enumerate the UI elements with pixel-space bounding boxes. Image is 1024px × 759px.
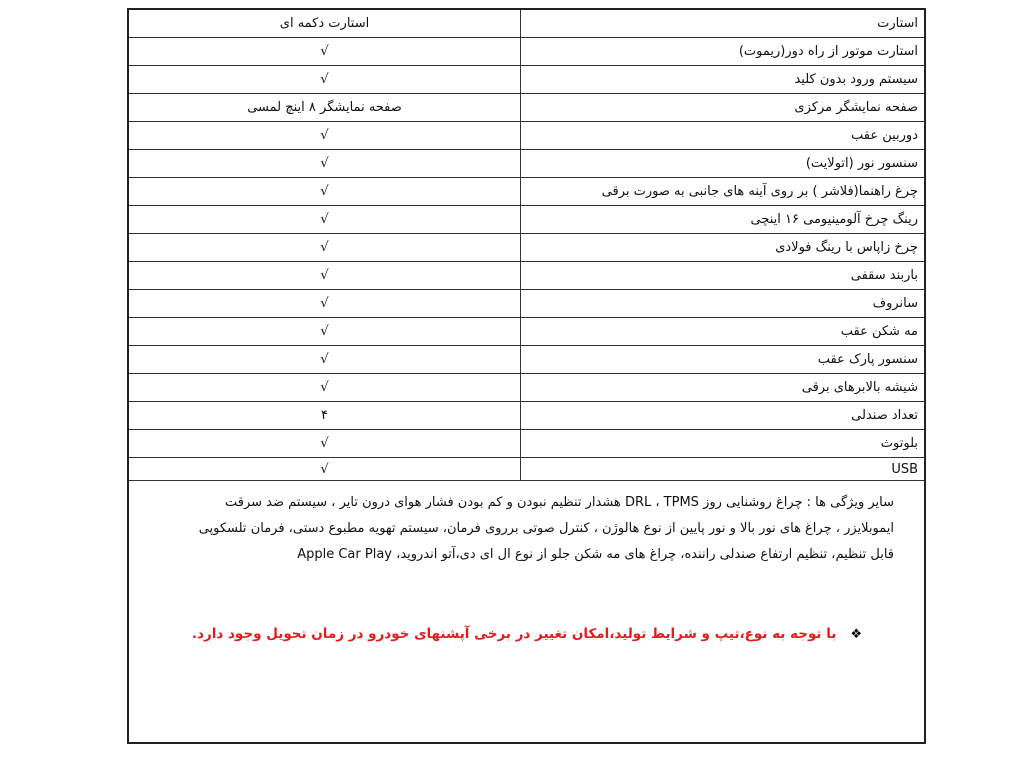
value-cell: ۴ <box>129 402 521 430</box>
table-header-row <box>129 10 924 38</box>
value-cell: √ <box>129 458 521 481</box>
table-row <box>129 262 924 290</box>
value-cell: √ <box>129 38 521 66</box>
feature-cell: سیستم ورود بدون کلید <box>521 66 925 94</box>
warning-text: با توجه به نوع،تیپ و شرایط تولید،امکان تغییر در برخی آپشنهای خودرو در زمان تحویل وجود دارد. <box>191 626 837 642</box>
value-cell: √ <box>129 290 521 318</box>
value-cell: √ <box>129 122 521 150</box>
table-row <box>129 178 924 206</box>
feature-cell: سانروف <box>521 290 925 318</box>
table-row <box>129 318 924 346</box>
feature-cell: چرخ زاپاس با رینگ فولادی <box>521 234 925 262</box>
notes-line-2: ایموبلایزر ، چراغ های نور بالا و نور پایین از نوع هالوژن ، کنترل صوتی برروی فرمان، سیستم تهویه مطبوع دستی، فرمان تلسکوپی <box>198 521 894 536</box>
feature-cell: سنسور نور (اتولایت) <box>521 150 925 178</box>
value-cell: صفحه نمایشگر ۸ اینچ لمسی <box>129 94 521 122</box>
table-row <box>129 346 924 374</box>
table-row <box>129 402 924 430</box>
table-row <box>129 234 924 262</box>
value-cell: √ <box>129 234 521 262</box>
value-cell: √ <box>129 430 521 458</box>
table-row <box>129 122 924 150</box>
table-row <box>129 374 924 402</box>
feature-cell: سنسور پارک عقب <box>521 346 925 374</box>
feature-cell: استارت موتور از راه دور(ریموت) <box>521 38 925 66</box>
value-cell: √ <box>129 206 521 234</box>
header-feature: استارت <box>521 10 925 38</box>
value-cell: √ <box>129 150 521 178</box>
table-row <box>129 290 924 318</box>
table-row <box>129 458 924 481</box>
feature-cell: چرغ راهنما(فلاشر ) بر روی آینه های جانبی به صورت برقی <box>521 178 925 206</box>
feature-cell: مه شکن عقب <box>521 318 925 346</box>
spec-table <box>129 10 924 481</box>
value-cell: √ <box>129 374 521 402</box>
table-row <box>129 150 924 178</box>
feature-cell: رینگ چرخ آلومینیومی ۱۶ اینچی <box>521 206 925 234</box>
value-cell: √ <box>129 66 521 94</box>
table-row <box>129 38 924 66</box>
notes-line-3: قابل تنظیم، تنظیم ارتفاع صندلی راننده، چراغ های مه شکن جلو از نوع ال ای دی،آتو اندروید، Apple Car Play <box>297 547 894 562</box>
value-cell: √ <box>129 178 521 206</box>
feature-cell: صفحه نمایشگر مرکزی <box>521 94 925 122</box>
feature-cell: تعداد صندلی <box>521 402 925 430</box>
value-cell: √ <box>129 262 521 290</box>
other-features-notes <box>129 484 924 568</box>
delivery-warning <box>192 626 862 642</box>
value-cell: √ <box>129 318 521 346</box>
table-row <box>129 430 924 458</box>
table-row <box>129 94 924 122</box>
spec-sheet <box>127 8 926 744</box>
header-value: استارت دکمه ای <box>129 10 521 38</box>
diamond-bullet-icon: ❖ <box>850 627 862 642</box>
value-cell: √ <box>129 346 521 374</box>
table-row <box>129 66 924 94</box>
feature-cell: USB <box>521 458 925 481</box>
feature-cell: دوربین عقب <box>521 122 925 150</box>
notes-line-1: سایر ویژگی ها : چراغ روشنایی روز DRL ، TPMS هشدار تنظیم نبودن و کم بودن فشار هوای درون تایر ، سیستم ضد سرقت <box>224 495 894 510</box>
feature-cell: بلوتوث <box>521 430 925 458</box>
table-row <box>129 206 924 234</box>
feature-cell: شیشه بالابرهای برقی <box>521 374 925 402</box>
feature-cell: باربند سقفی <box>521 262 925 290</box>
